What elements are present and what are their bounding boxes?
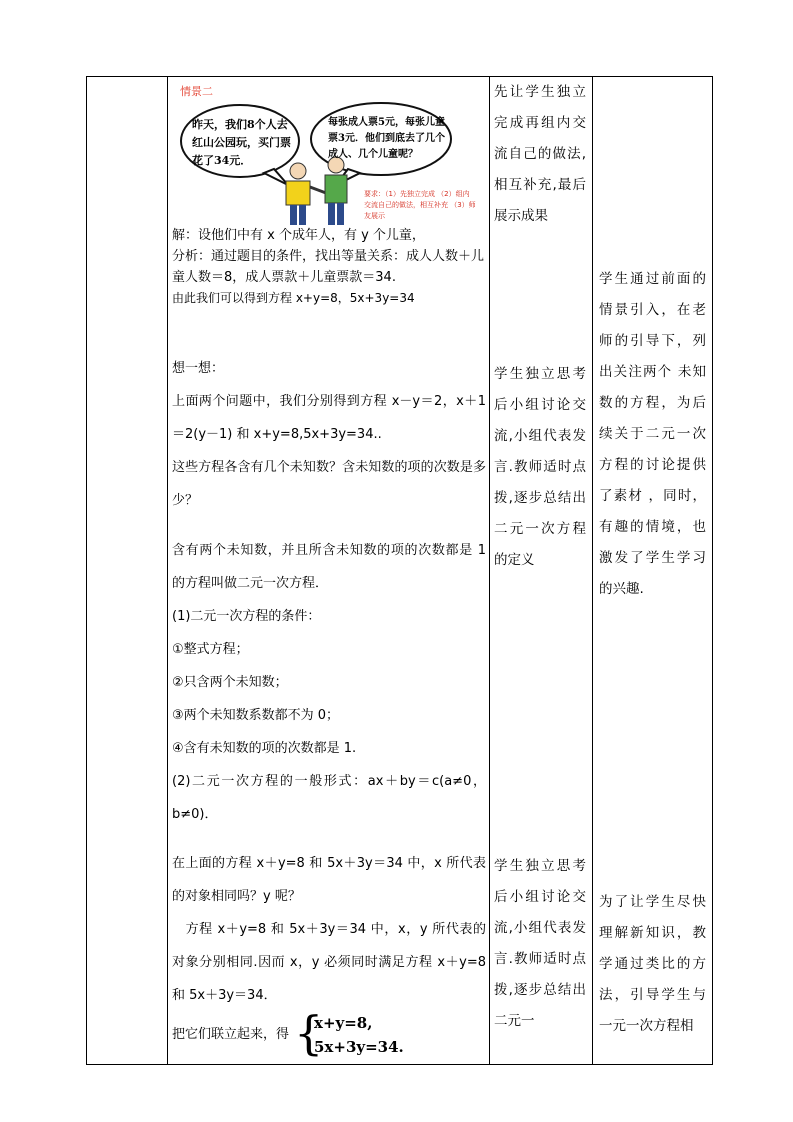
bubble-right-text: 每张成人票5元，每张儿童票3元．他们到底去了几个成人、几个儿童呢？ <box>328 117 445 160</box>
condition-1: ①整式方程； <box>172 642 249 657</box>
solution-line: 解：设他们中有 x 个成年人，有 y 个儿童， <box>172 228 425 243</box>
system-equation-2: 5x+3y=34. <box>314 1038 404 1056</box>
design-intent-cell <box>593 77 713 1065</box>
student-activity-1: 先让学生独立完成再组内交流自己的做法,相互补充,最后展示成果 <box>494 84 586 224</box>
condition-2: ②只含两个未知数； <box>172 675 288 690</box>
system-equation-1: x+y=8, <box>314 1014 373 1032</box>
answer-text: 方程 x＋y=8 和 5x＋3y＝34 中，x，y 所代表的对象分别相同.因而 x，y 必须同时满足方程 x＋y=8 和 5x＋3y＝34． <box>172 922 486 1003</box>
left-brace-icon: { <box>294 1006 324 1060</box>
analysis-text: 分析：通过题目的条件，找出等量关系：成人人数＋儿童人数＝8，成人票款＋儿童票款＝34. <box>172 249 485 285</box>
think-line-1: 上面两个问题中，我们分别得到方程 x－y＝2，x＋1＝2(y－1) 和 x+y=8,5x+3y=34.. <box>172 394 486 442</box>
condition-3: ③两个未知数系数都不为 0； <box>172 708 340 723</box>
general-form: (2)二元一次方程的一般形式：ax＋by＝c(a≠0，b≠0)． <box>172 774 486 822</box>
design-intent-1: 学生通过前面的情景引入，在老师的引导下，列出关注两个 未知数的方程，为后续关于二元一次方程的讨论提供了素材 ，同时，有趣的情境，也激发了学生学习的兴趣. <box>599 271 706 597</box>
adult-figure-icon <box>286 163 326 225</box>
definition-text: 含有两个未知数，并且所含未知数的项的次数都是 1 的方程叫做二元一次方程． <box>172 543 486 591</box>
design-intent-2: 为了让学生尽快理解新知识，教学通过类比的方法，引导学生与一元一次方程相 <box>599 894 706 1034</box>
bubble-left-text: 昨天，我们8个人去红山公园玩，买门票花了34元． <box>192 118 291 167</box>
student-activity-2: 学生独立思考后小组讨论交流,小组代表发言.教师适时点拨,逐步总结出二元一次方程的定义 <box>494 366 586 568</box>
think-line-2: 这些方程各含有几个未知数？含未知数的项的次数是多少？ <box>172 460 486 508</box>
think-title: 想一想： <box>172 361 225 376</box>
question-text: 在上面的方程 x＋y=8 和 5x＋3y＝34 中，x 所代表的对象相同吗？y 呢？ <box>172 856 486 904</box>
student-activity-cell <box>490 77 593 1065</box>
condition-title: (1)二元一次方程的条件： <box>172 609 321 624</box>
scenario-title: 情景二 <box>180 85 213 98</box>
combine-text: 把它们联立起来，得 <box>172 1027 290 1042</box>
teaching-content-cell <box>168 77 490 1065</box>
lesson-table <box>86 76 713 1065</box>
student-activity-3: 学生独立思考后小组讨论交流,小组代表发言.教师适时点拨,逐步总结出二元一 <box>494 858 586 1029</box>
child-figure-icon <box>325 157 347 225</box>
requirement-note: 要求：（1）先独立完成 （2）组内交流自己的做法，相互补充 （3）师友展示 <box>364 190 476 220</box>
derive-equations: 由此我们可以得到方程 x+y=8，5x+3y=34 <box>172 291 415 305</box>
blank-column <box>87 77 168 1065</box>
condition-4: ④含有未知数的项的次数都是 1. <box>172 741 357 756</box>
